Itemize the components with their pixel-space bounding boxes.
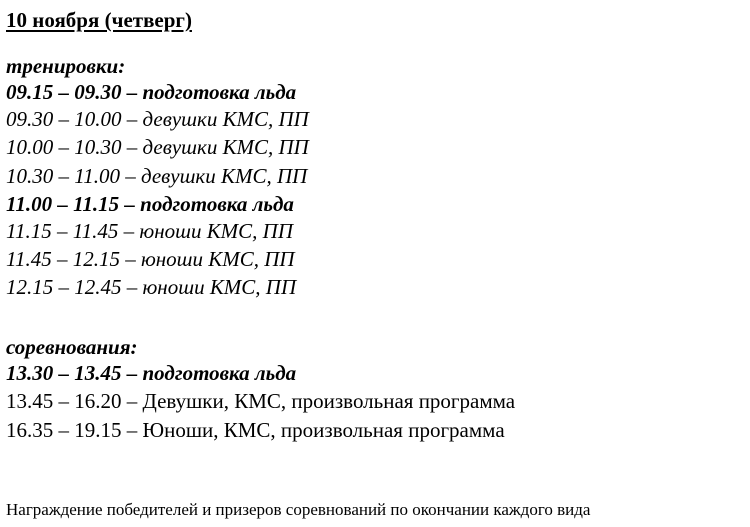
document-title: 10 ноября (четверг) xyxy=(6,8,192,32)
competition-item: 13.30 – 13.45 – подготовка льда xyxy=(6,361,297,385)
training-item: 11.00 – 11.15 – подготовка льда xyxy=(6,192,294,216)
competition-item: 13.45 – 16.20 – Девушки, КМС, произвольная программа xyxy=(6,389,516,413)
training-item: 11.15 – 11.45 – юноши КМС, ПП xyxy=(6,219,293,243)
competition-heading: соревнования: xyxy=(6,335,138,359)
training-item: 11.45 – 12.15 – юноши КМС, ПП xyxy=(6,247,295,271)
awards-note: Награждение победителей и призеров соревнований по окончании каждого вида xyxy=(6,500,591,519)
training-item: 12.15 – 12.45 – юноши КМС, ПП xyxy=(6,275,297,299)
training-item: 10.30 – 11.00 – девушки КМС, ПП xyxy=(6,164,308,188)
training-item: 09.15 – 09.30 – подготовка льда xyxy=(6,80,297,104)
training-item: 10.00 – 10.30 – девушки КМС, ПП xyxy=(6,135,309,159)
competition-item: 16.35 – 19.15 – Юноши, КМС, произвольная программа xyxy=(6,418,505,442)
training-item: 09.30 – 10.00 – девушки КМС, ПП xyxy=(6,107,309,131)
training-heading: тренировки: xyxy=(6,54,126,78)
